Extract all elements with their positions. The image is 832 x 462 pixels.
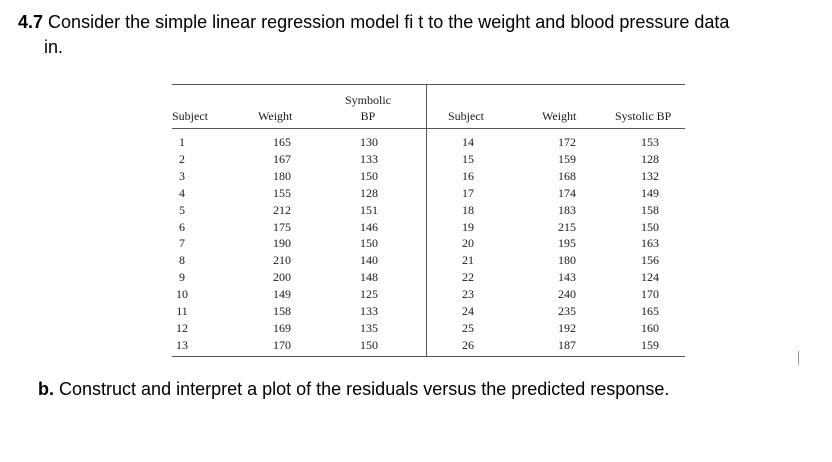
table-cell-subject: 8: [179, 253, 185, 268]
table-cell-subject: 22: [462, 270, 474, 285]
problem-text: Consider the simple linear regression model fi t to the weight and blood pressure data: [48, 12, 730, 32]
table-cell-bp: 159: [641, 337, 659, 352]
header-subject-right: Subject: [448, 109, 484, 123]
table-cell-bp: 135: [360, 320, 378, 335]
table-cell-subject: 1: [179, 135, 185, 149]
table-cell-weight: 159: [558, 151, 576, 166]
table-cell-weight: 190: [273, 236, 291, 251]
table-cell-subject: 18: [462, 202, 474, 217]
column-bp-left: [356, 134, 382, 354]
column-subject-right: [458, 134, 478, 354]
header-bp-left-line1: Symbolic: [344, 93, 391, 107]
column-weight-left: [268, 134, 296, 354]
table-cell-weight: 200: [273, 270, 291, 285]
table-cell-weight: 169: [273, 320, 291, 335]
header-subject-left: Subject: [172, 109, 208, 123]
table-cell-bp: 128: [360, 185, 378, 200]
table-cell-bp: 132: [641, 168, 659, 183]
table-cell-weight: 212: [273, 202, 291, 217]
table-cell-bp: 156: [641, 253, 659, 268]
table-cell-subject: 14: [462, 135, 474, 149]
table-cell-weight: 180: [558, 253, 576, 268]
table-cell-weight: 168: [558, 168, 576, 183]
table-cell-weight: 149: [273, 287, 291, 302]
table-cell-bp: 150: [641, 219, 659, 234]
table-cell-bp: 170: [641, 287, 659, 302]
table-bottom-rule: [172, 356, 685, 357]
problem-line-1: [18, 10, 818, 35]
table-cell-weight: 143: [558, 270, 576, 285]
header-bp-right: Systolic BP: [615, 109, 672, 123]
table-cell-bp: 133: [360, 151, 378, 166]
table-cell-subject: 16: [462, 168, 474, 183]
table-header-rule: [172, 128, 685, 129]
table-cell-bp: 150: [360, 337, 378, 352]
table-cell-subject: 2: [179, 151, 185, 166]
table-cell-bp: 128: [641, 151, 659, 166]
table-cell-bp: 146: [360, 219, 378, 234]
table-cell-bp: 150: [360, 236, 378, 251]
header-bp-left-line2: BP: [360, 109, 376, 123]
table-cell-subject: 25: [462, 320, 474, 335]
table-cell-subject: 7: [179, 236, 185, 251]
table-cell-weight: 170: [273, 337, 291, 352]
header-weight-left: Weight: [258, 109, 293, 123]
table-column-divider: [426, 84, 427, 357]
problem-number: 4.7: [18, 12, 44, 32]
table-cell-weight: 192: [558, 320, 576, 335]
header-bp-left: [338, 92, 398, 124]
problem-statement: [18, 10, 818, 60]
table-cell-weight: 210: [273, 253, 291, 268]
table-cell-bp: 130: [360, 135, 378, 149]
table-cell-weight: 215: [558, 219, 576, 234]
header-weight-right: Weight: [542, 109, 577, 123]
table-cell-weight: 175: [273, 219, 291, 234]
table-cell-bp: 163: [641, 236, 659, 251]
table-cell-bp: 160: [641, 320, 659, 335]
text-cursor: [798, 351, 799, 365]
table-cell-bp: 149: [641, 185, 659, 200]
table-cell-weight: 187: [558, 337, 576, 352]
problem-line-2: in.: [44, 37, 64, 57]
table-cell-subject: 12: [176, 320, 188, 335]
table-cell-bp: 150: [360, 168, 378, 183]
question-label: b.: [38, 379, 54, 399]
column-bp-right: [637, 134, 663, 354]
table-cell-subject: 6: [179, 219, 185, 234]
table-cell-weight: 235: [558, 304, 576, 319]
question-text: Construct and interpret a plot of the residuals versus the predicted response.: [59, 379, 670, 399]
table-cell-bp: 165: [641, 304, 659, 319]
table-cell-bp: 140: [360, 253, 378, 268]
table-cell-subject: 11: [176, 304, 188, 319]
table-cell-bp: 124: [641, 270, 659, 285]
table-cell-bp: 151: [360, 202, 378, 217]
table-cell-subject: 23: [462, 287, 474, 302]
table-cell-weight: 172: [558, 135, 576, 149]
table-cell-subject: 4: [179, 185, 185, 200]
table-cell-weight: 155: [273, 185, 291, 200]
table-cell-subject: 13: [176, 337, 188, 352]
table-cell-subject: 5: [179, 202, 185, 217]
table-cell-weight: 174: [558, 185, 576, 200]
table-cell-weight: 240: [558, 287, 576, 302]
table-cell-weight: 158: [273, 304, 291, 319]
table-cell-weight: 183: [558, 202, 576, 217]
table-cell-bp: 148: [360, 270, 378, 285]
table-cell-bp: 158: [641, 202, 659, 217]
table-cell-bp: 125: [360, 287, 378, 302]
table-cell-subject: 3: [179, 168, 185, 183]
column-subject-left: [172, 134, 192, 354]
table-cell-weight: 180: [273, 168, 291, 183]
column-weight-right: [553, 134, 581, 354]
table-cell-subject: 10: [176, 287, 188, 302]
table-cell-subject: 21: [462, 253, 474, 268]
table-cell-weight: 165: [273, 135, 291, 149]
table-cell-weight: 195: [558, 236, 576, 251]
table-cell-weight: 167: [273, 151, 291, 166]
table-cell-subject: 15: [462, 151, 474, 166]
table-cell-subject: 9: [179, 270, 185, 285]
question-b: [38, 377, 818, 402]
table-cell-subject: 24: [462, 304, 474, 319]
table-cell-subject: 17: [462, 185, 474, 200]
table-top-rule: [172, 84, 685, 85]
table-cell-subject: 26: [462, 337, 474, 352]
table-cell-subject: 19: [462, 219, 474, 234]
table-cell-bp: 133: [360, 304, 378, 319]
table-cell-bp: 153: [641, 135, 659, 149]
table-cell-subject: 20: [462, 236, 474, 251]
